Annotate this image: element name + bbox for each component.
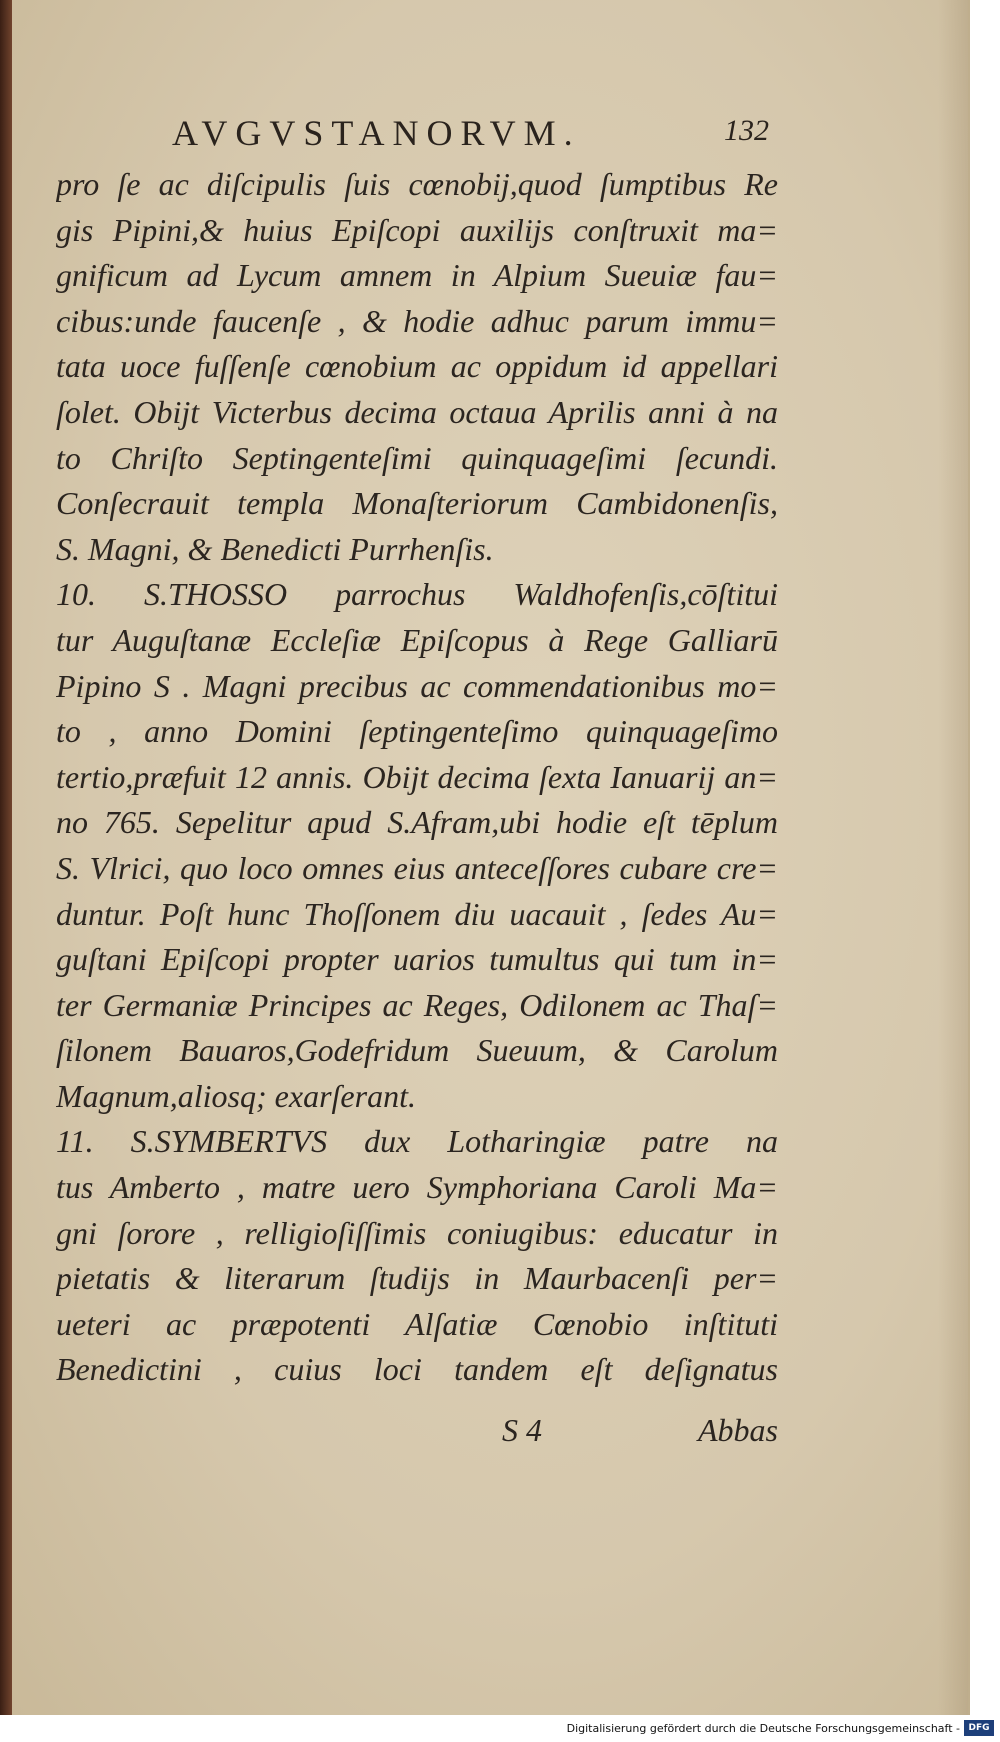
text-line: Pipino S . Magni precibus ac commendationibus mo= [56,667,778,704]
book-page [12,0,970,1715]
text-line: to , anno Domini ſeptingenteſimo quinquageſimo [56,713,778,750]
text-line: gni ſorore , relligioſiſſimis coniugibus: educatur in [56,1214,778,1251]
text-line: pietatis & literarum ſtudijs in Maurbacenſi per= [56,1260,778,1297]
text-line: ter Germaniæ Principes ac Reges, Odilonem ac Thaſ= [56,986,778,1023]
text-line: to Chriſto Septingenteſimi quinquageſimi ſecundi. [56,439,778,476]
text-line: guſtani Epiſcopi propter uarios tumultus qui tum in= [56,941,778,978]
text-line: ſolet. Obijt Victerbus decima octaua Aprilis anni à na [56,393,778,430]
text-line: tertio,præfuit 12 annis. Obijt decima ſexta Ianuarij an= [56,758,778,795]
text-line: 11. S.SYMBERTVS dux Lotharingiæ patre na [56,1123,778,1160]
text-line: tus Amberto , matre uero Symphoriana Caroli Ma= [56,1169,778,1206]
text-line: S. Vlrici, quo loco omnes eius anteceſſores cubare cre= [56,849,778,886]
body-text [56,162,778,1393]
text-line: tur Auguſtanæ Eccleſiæ Epiſcopus à Rege Galliarū [56,621,778,658]
text-line: Magnum,aliosq; exarſerant. [56,1077,416,1114]
text-line: no 765. Sepelitur apud S.Afram,ubi hodie eſt tēplum [56,804,778,841]
digitization-footer [0,1715,1000,1742]
funding-credit: Digitalisierung gefördert durch die Deutsche Forschungsgemeinschaft - [566,1722,960,1735]
text-line: Benedictini , cuius loci tandem eſt deſignatus [56,1351,778,1388]
page-number: 132 [724,114,769,147]
text-line: duntur. Poſt hunc Thoſſonem diu uacauit , ſedes Au= [56,895,778,932]
text-line: gis Pipini,& huius Epiſcopi auxilijs conſtruxit ma= [56,211,778,248]
signature-mark: S 4 [502,1412,542,1448]
catchword: Abbas [698,1412,778,1448]
text-line: ueteri ac præpotenti Alſatiæ Cœnobio inſtituti [56,1305,778,1342]
text-line: tata uoce fuſſenſe cœnobium ac oppidum id appellari [56,348,778,385]
text-line: cibus:unde faucenſe , & hodie adhuc parum immu= [56,302,778,339]
running-head: AVGVSTANORVM. [172,113,581,153]
text-line: 10. S.THOSSO parrochus Waldhofenſis,cōſtitui [56,576,778,613]
text-line: ſilonem Bauaros,Godefridum Sueuum, & Carolum [56,1032,778,1069]
text-line: pro ſe ac diſcipulis ſuis cœnobij,quod ſumptibus Re [56,166,778,202]
text-line: S. Magni, & Benedicti Purrhenſis. [56,530,494,567]
dfg-logo-icon: DFG [964,1720,994,1736]
text-line: gnificum ad Lycum amnem in Alpium Sueuiæ fau= [56,257,778,294]
page-fold-shadow [938,0,968,1715]
text-line: Conſecrauit templa Monaſteriorum Cambidonenſis, [56,485,778,522]
